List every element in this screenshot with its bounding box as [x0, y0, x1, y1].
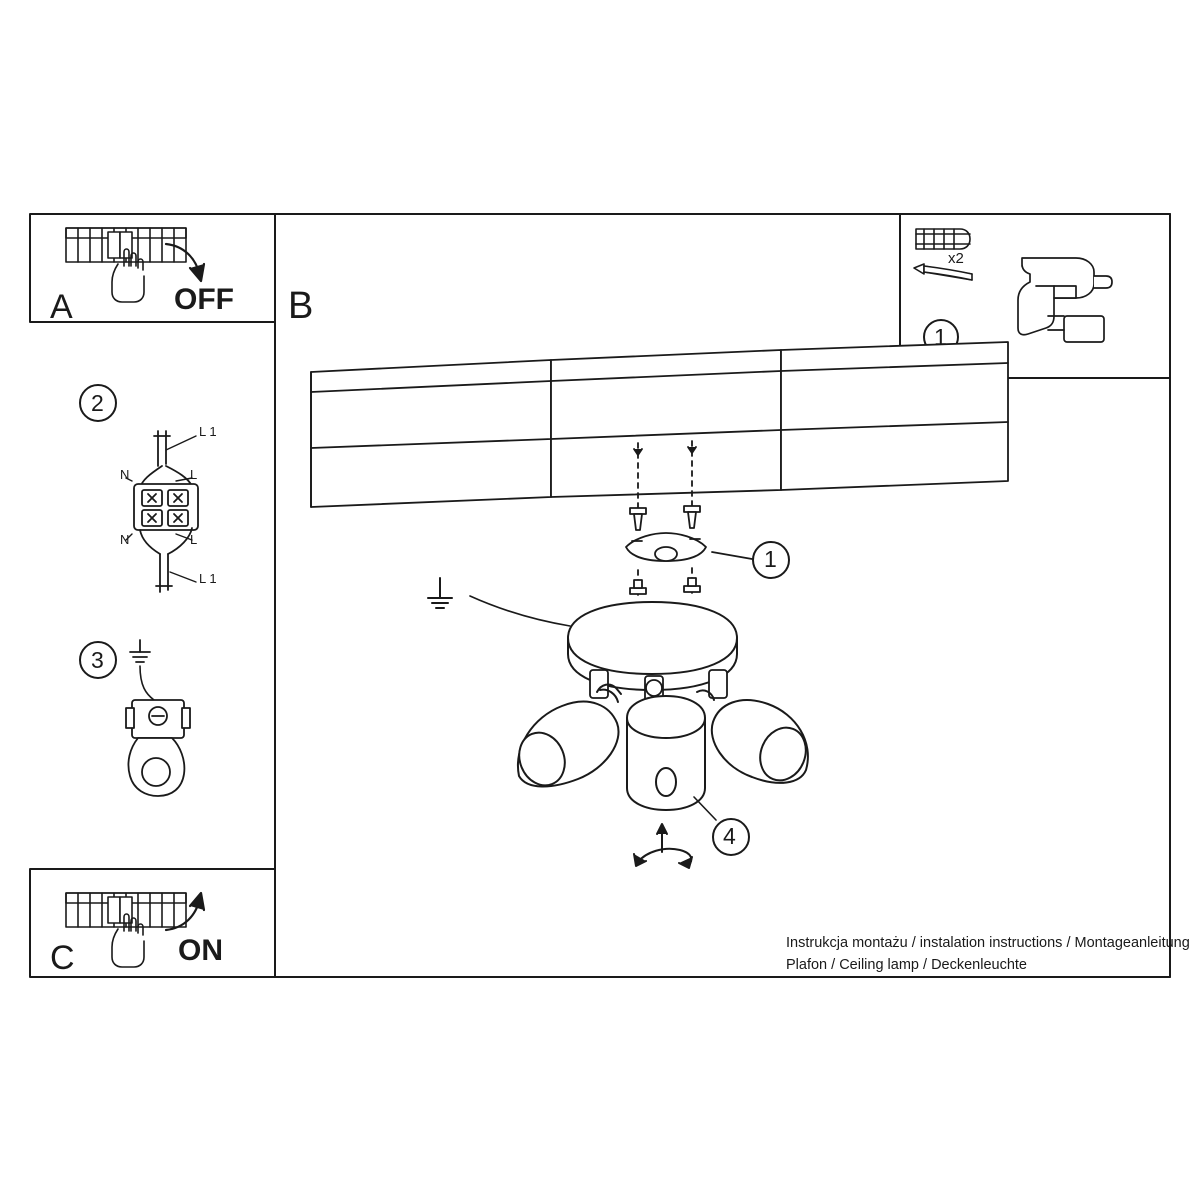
spot-left	[511, 685, 621, 793]
arrow-up-icon	[166, 893, 204, 930]
footer-line-1: Instrukcja montażu / instalation instructions / Montageanleitung	[786, 935, 1190, 951]
panel-a-letter: A	[50, 288, 73, 326]
earth-terminal-part	[126, 700, 190, 796]
terminal-block-icon	[126, 431, 198, 592]
rotation-arrow-icon	[634, 824, 692, 868]
step-3-leader	[140, 666, 154, 700]
wall-plug-icon	[916, 229, 970, 249]
panel-b-letter: B	[288, 285, 314, 327]
wire-label-n-top: N	[120, 467, 130, 482]
step-badge-3-label: 3	[91, 647, 104, 673]
spot-center	[627, 696, 705, 810]
step-4-leader	[694, 797, 716, 820]
wire-label-l-top: L	[190, 467, 198, 482]
spot-right	[697, 690, 814, 787]
footer-line-2: Plafon / Ceiling lamp / Deckenleuchte	[786, 957, 1027, 973]
step-badge-2-label: 2	[91, 390, 104, 416]
step-badge-1-parts-label: 1	[934, 324, 947, 350]
wire-label-l1-top: L 1	[199, 424, 217, 439]
ground-leader-line	[470, 596, 570, 626]
wire-label-n-bottom: N	[120, 532, 130, 547]
wire-label-l-bottom: L	[190, 532, 198, 547]
step-badge-4-label: 4	[723, 823, 736, 849]
parts-quantity-label: x2	[948, 250, 964, 267]
earth-ground-icon	[418, 571, 462, 615]
earth-ground-symbol-small	[130, 640, 150, 662]
ceiling-surface	[311, 342, 1008, 507]
panel-c-letter: C	[50, 939, 75, 977]
wire-label-l1-bottom: L 1	[199, 571, 217, 586]
panel-a-breaker-graphic	[66, 228, 186, 302]
step-badge-1-label: 1	[764, 546, 777, 572]
panel-c-action-label: ON	[178, 934, 223, 967]
panel-a-action-label: OFF	[174, 283, 234, 316]
